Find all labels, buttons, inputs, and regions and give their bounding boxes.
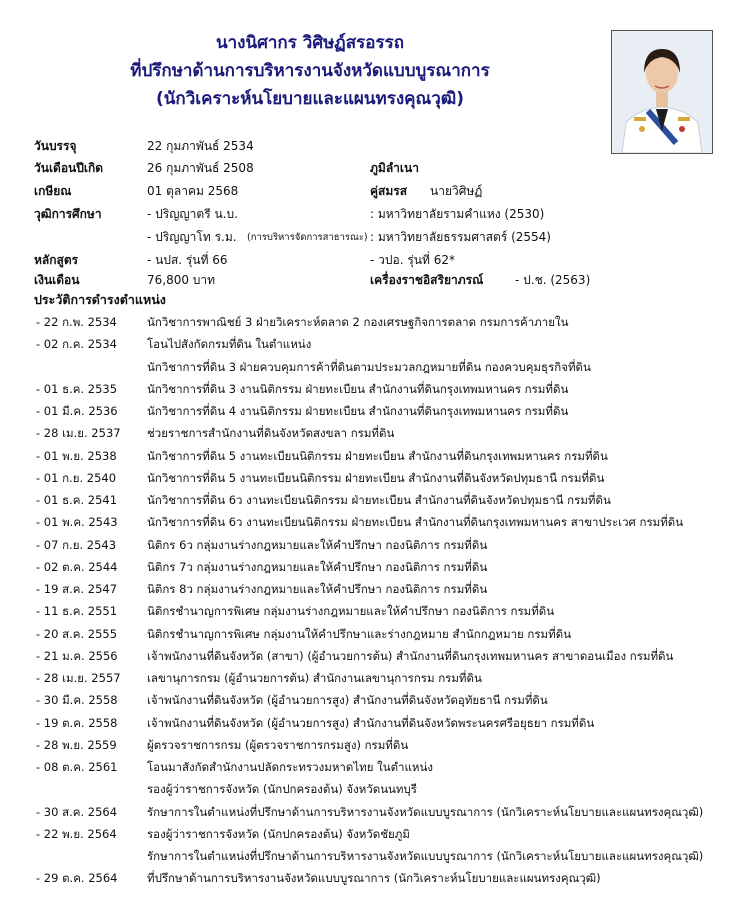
history-date: - 29 ต.ค. 2564 — [36, 871, 118, 886]
history-text: นักวิชาการที่ดิน 5 งานทะเบียนนิติกรรม ฝ่ายทะเบียน สำนักงานที่ดินกรุงเทพมหานคร กรมที่ดิน — [147, 448, 608, 463]
salary-value: 76,800 บาท — [147, 273, 216, 287]
history-date: - 19 ส.ค. 2547 — [36, 582, 118, 596]
history-text: รักษาการในตำแหน่งที่ปรึกษาด้านการบริหารงานจังหวัดแบบบูรณาการ (นักวิเคราะห์นโยบายและแผนทรงคุณวุฒิ) — [147, 849, 704, 863]
history-text: นิติกรชำนาญการพิเศษ กลุ่มงานร่างกฎหมายและให้คำปรึกษา กองนิติการ กรมที่ดิน — [147, 604, 555, 619]
retire-value: 01 ตุลาคม 2568 — [147, 184, 239, 198]
history-date: - 20 ส.ค. 2555 — [36, 626, 118, 641]
history-text: นักวิชาการพาณิชย์ 3 ฝ่ายวิเคราะห์ตลาด 2 กองเศรษฐกิจการตลาด กรมการค้าภายใน — [147, 315, 569, 329]
history-text: นิติกร 7ว กลุ่มงานร่างกฎหมายและให้คำปรึกษา กองนิติการ กรมที่ดิน — [147, 559, 488, 574]
history-text: นักวิชาการที่ดิน 6ว งานทะเบียนนิติกรรม ฝ่ายทะเบียน สำนักงานที่ดินจังหวัดปทุมธานี กรมที่ดิน — [147, 493, 611, 507]
course-1: - นปส. รุ่นที่ 66 — [147, 253, 228, 267]
history-text: นักวิชาการที่ดิน 4 งานนิติกรรม ฝ่ายทะเบียน สำนักงานที่ดินกรุงเทพมหานคร กรมที่ดิน — [147, 404, 569, 418]
history-text: ช่วยราชการสำนักงานที่ดินจังหวัดสงขลา กรมที่ดิน — [147, 426, 395, 441]
portrait-illustration — [612, 31, 712, 153]
person-name: นางนิศากร วิศิษฏ์สรอรรถ — [216, 33, 404, 53]
retire-label: เกษียณ — [34, 184, 72, 198]
salary-label: เงินเดือน — [34, 273, 80, 287]
history-date: - 01 พ.ค. 2543 — [36, 515, 118, 530]
education-bachelor-school: : มหาวิทยาลัยรามคำแหง (2530) — [370, 207, 545, 221]
history-text: เจ้าพนักงานที่ดินจังหวัด (ผู้อำนวยการสูง) สำนักงานที่ดินจังหวัดพระนครศรีอยุธยา กรมที่ดิน — [147, 715, 595, 730]
position-subtitle: (นักวิเคราะห์นโยบายและแผนทรงคุณวุฒิ) — [156, 89, 464, 109]
history-date: - 07 ก.ย. 2543 — [36, 537, 117, 552]
history-text: เจ้าพนักงานที่ดินจังหวัด (สาขา) (ผู้อำนวยการต้น) สำนักงานที่ดินกรุงเทพมหานคร สาขาดอนเมือง กรมที่ดิน — [147, 648, 674, 663]
history-text: นักวิชาการที่ดิน 5 งานทะเบียนนิติกรรม ฝ่ายทะเบียน สำนักงานที่ดินจังหวัดปทุมธานี กรมที่ดิน — [147, 470, 605, 485]
history-text: เลขานุการกรม (ผู้อำนวยการต้น) สำนักงานเลขานุการกรม กรมที่ดิน — [147, 671, 482, 685]
history-text: โอนไปสังกัดกรมที่ดิน ในตำแหน่ง — [147, 337, 312, 352]
history-date: - 30 ส.ค. 2564 — [36, 804, 118, 819]
position-title: ที่ปรึกษาด้านการบริหารงานจังหวัดแบบบูรณาการ — [130, 61, 490, 81]
history-date: - 28 เม.ย. 2537 — [36, 426, 121, 441]
education-label: วุฒิการศึกษา — [34, 207, 102, 221]
start-date-label: วันบรรจุ — [34, 139, 77, 153]
spouse-label: คู่สมรส — [370, 184, 408, 198]
history-text: โอนมาสังกัดสำนักงานปลัดกระทรวงมหาดไทย ในตำแหน่ง — [147, 760, 433, 774]
history-text: นักวิชาการที่ดิน 3 งานนิติกรรม ฝ่ายทะเบียน สำนักงานที่ดินกรุงเทพมหานคร กรมที่ดิน — [147, 381, 569, 396]
course-label: หลักสูตร — [34, 253, 79, 267]
history-text: รักษาการในตำแหน่งที่ปรึกษาด้านการบริหารงานจังหวัดแบบบูรณาการ (นักวิเคราะห์นโยบายและแผนทรงคุณวุฒิ) — [147, 804, 704, 819]
history-text: นิติกร 8ว กลุ่มงานร่างกฎหมายและให้คำปรึกษา กองนิติการ กรมที่ดิน — [147, 582, 488, 596]
history-date: - 22 ก.พ. 2534 — [36, 315, 117, 329]
history-title: ประวัติการดำรงตำแหน่ง — [34, 292, 166, 307]
education-master-school: : มหาวิทยาลัยธรรมศาสตร์ (2554) — [370, 230, 551, 244]
history-text: ที่ปรึกษาด้านการบริหารงานจังหวัดแบบบูรณาการ (นักวิเคราะห์นโยบายและแผนทรงคุณวุฒิ) — [147, 871, 601, 886]
birth-label: วันเดือนปีเกิด — [34, 161, 104, 175]
education-master: - ปริญญาโท ร.ม. — [147, 230, 237, 244]
history-date: - 01 มี.ค. 2536 — [36, 404, 118, 418]
history-text: นักวิชาการที่ดิน 6ว งานทะเบียนนิติกรรม ฝ่ายทะเบียน สำนักงานที่ดินกรุงเทพมหานคร สาขาประเวศ กรมที่ดิน — [147, 515, 684, 530]
history-date: - 01 ธ.ค. 2535 — [36, 381, 118, 396]
history-date: - 01 พ.ย. 2538 — [36, 448, 117, 463]
history-date: - 11 ธ.ค. 2551 — [36, 604, 118, 619]
history-text: นิติกร 6ว กลุ่มงานร่างกฎหมายและให้คำปรึกษา กองนิติการ กรมที่ดิน — [147, 537, 488, 552]
hometown-label: ภูมิลำเนา — [370, 161, 419, 175]
decoration-value: - ป.ช. (2563) — [515, 273, 591, 287]
history-date: - 22 พ.ย. 2564 — [36, 826, 117, 841]
spouse-value: นายวิศิษฏ์ — [430, 184, 483, 198]
history-date: - 01 ก.ย. 2540 — [36, 470, 117, 485]
start-date-value: 22 กุมภาพันธ์ 2534 — [147, 139, 254, 153]
education-master-note: (การบริหารจัดการสาธารณะ) — [247, 232, 368, 243]
history-date: - 02 ก.ค. 2534 — [36, 337, 117, 352]
history-date: - 28 เม.ย. 2557 — [36, 671, 121, 685]
history-date: - 28 พ.ย. 2559 — [36, 737, 117, 752]
history-text: เจ้าพนักงานที่ดินจังหวัด (ผู้อำนวยการสูง) สำนักงานที่ดินจังหวัดอุทัยธานี กรมที่ดิน — [147, 693, 548, 708]
history-date: - 30 มี.ค. 2558 — [36, 693, 118, 708]
history-text: นิติกรชำนาญการพิเศษ กลุ่มงานให้คำปรึกษาและร่างกฎหมาย สำนักกฎหมาย กรมที่ดิน — [147, 626, 572, 641]
history-date: - 02 ต.ค. 2544 — [36, 559, 118, 574]
education-bachelor: - ปริญญาตรี น.บ. — [147, 207, 238, 221]
history-text: รองผู้ว่าราชการจังหวัด (นักปกครองต้น) จังหวัดชัยภูมิ — [147, 826, 410, 841]
history-text: รองผู้ว่าราชการจังหวัด (นักปกครองต้น) จังหวัดนนทบุรี — [147, 782, 417, 797]
decoration-label: เครื่องราชอิสริยาภรณ์ — [370, 273, 484, 287]
history-date: - 01 ธ.ค. 2541 — [36, 493, 118, 507]
birth-value: 26 กุมภาพันธ์ 2508 — [147, 161, 254, 175]
history-date: - 19 ต.ค. 2558 — [36, 715, 118, 730]
course-2: - วปอ. รุ่นที่ 62* — [370, 253, 455, 267]
history-text: ผู้ตรวจราชการกรม (ผู้ตรวจราชการกรมสูง) กรมที่ดิน — [147, 737, 409, 752]
portrait-photo — [611, 30, 713, 154]
history-date: - 08 ต.ค. 2561 — [36, 760, 118, 774]
history-text: นักวิชาการที่ดิน 3 ฝ่ายควบคุมการค้าที่ดินตามประมวลกฎหมายที่ดิน กองควบคุมธุรกิจที่ดิน — [147, 359, 591, 374]
history-date: - 21 ม.ค. 2556 — [36, 648, 118, 663]
